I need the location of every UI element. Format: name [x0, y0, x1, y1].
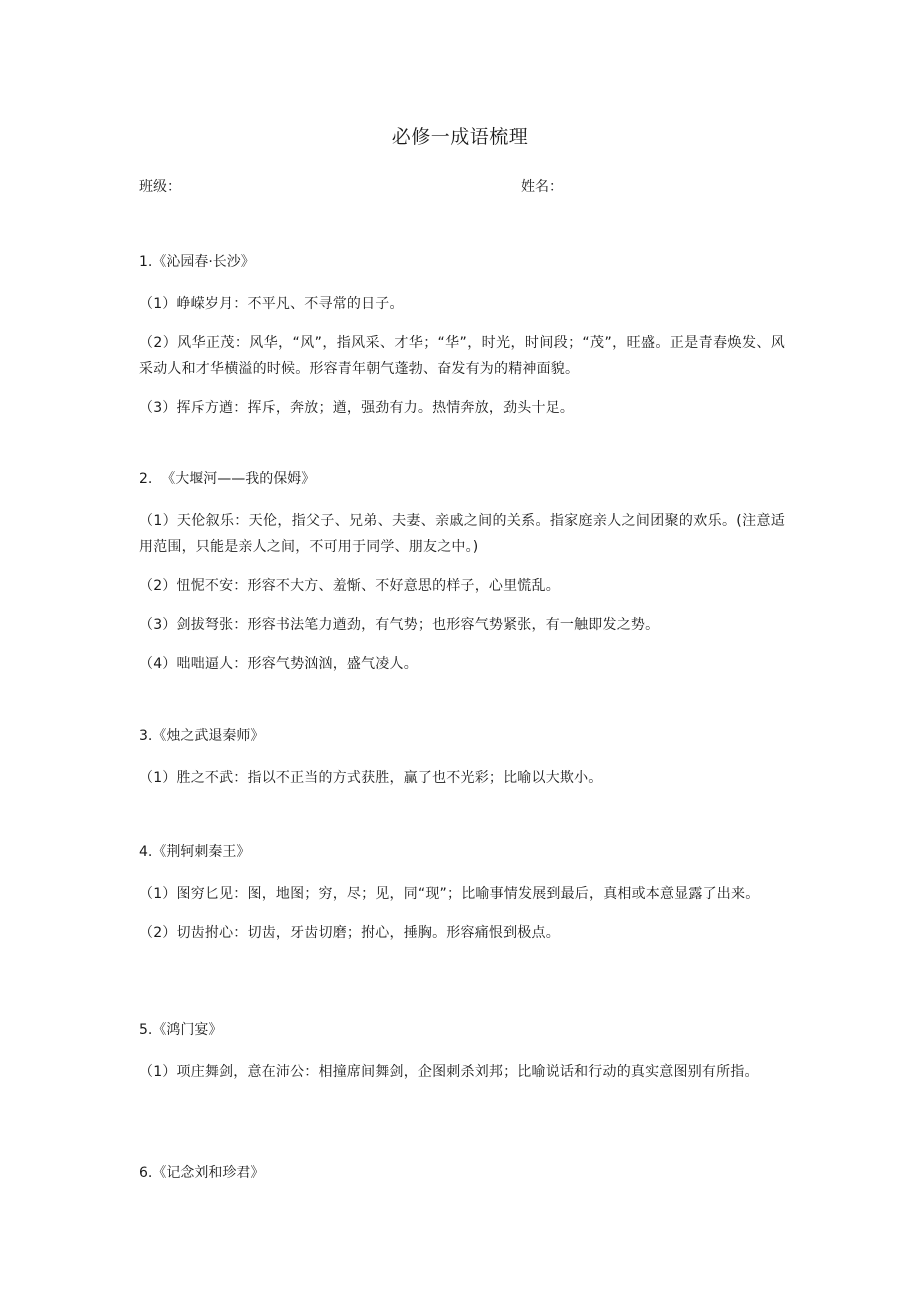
idiom-entry: （4）咄咄逼人：形容气势汹汹，盛气凌人。: [139, 656, 418, 672]
section-heading: 2. 《大堰河——我的保姆》: [139, 471, 316, 487]
idiom-entry: （2）切齿拊心：切齿，牙齿切磨；拊心，捶胸。形容痛恨到极点。: [139, 925, 560, 941]
idiom-entry: （3）挥斥方遒：挥斥，奔放；遒，强劲有力。热情奔放，劲头十足。: [139, 400, 575, 416]
section-heading: 4.《荆轲刺秦王》: [139, 844, 251, 860]
section-heading: 6.《记念刘和珍君》: [139, 1165, 265, 1181]
idiom-entry: （3）剑拔弩张：形容书法笔力遒劲，有气势；也形容气势紧张，有一触即发之势。: [139, 617, 660, 633]
idiom-entry: （2）风华正茂：风华，“风”，指风采、才华；“华”，时光，时间段；“茂”，旺盛。正是青春焕发、风采动人和才华横溢的时候。形容青年朝气蓬勃、奋发有为的精神面貌。: [139, 335, 785, 377]
idiom-entry: （2）忸怩不安：形容不大方、羞惭、不好意思的样子，心里慌乱。: [139, 578, 560, 594]
section-5: [139, 1020, 785, 1085]
class-label: 班级：: [139, 179, 181, 195]
name-label: 姓名：: [521, 179, 563, 195]
idiom-entry: （1）胜之不武：指以不正当的方式获胜，赢了也不光彩；比喻以大欺小。: [139, 770, 603, 786]
idiom-entry: （1）图穷匕见：图，地图；穷，尽；见，同“现”；比喻事情发展到最后，真相或本意显露了出来。: [139, 886, 760, 902]
section-2: [139, 469, 785, 677]
section-3: [139, 726, 785, 791]
document-title: 必修一成语梳理: [391, 126, 529, 148]
section-6: [139, 1163, 785, 1183]
section-heading: 5.《鸿门宴》: [139, 1022, 223, 1038]
idiom-entry: （1）天伦叙乐：天伦，指父子、兄弟、夫妻、亲戚之间的关系。指家庭亲人之间团聚的欢乐。(注意适用范围，只能是亲人之间，不可用于同学、朋友之中。): [139, 513, 785, 555]
section-1: [139, 252, 785, 421]
idiom-entry: （1）项庄舞剑，意在沛公：相撞席间舞剑，企图刺杀刘邦；比喻说话和行动的真实意图别有所指。: [139, 1064, 759, 1080]
section-heading: 1.《沁园春·长沙》: [139, 254, 255, 270]
section-4: [139, 842, 785, 946]
idiom-entry: （1）峥嵘岁月：不平凡、不寻常的日子。: [139, 296, 404, 312]
section-heading: 3.《烛之武退秦师》: [139, 728, 265, 744]
